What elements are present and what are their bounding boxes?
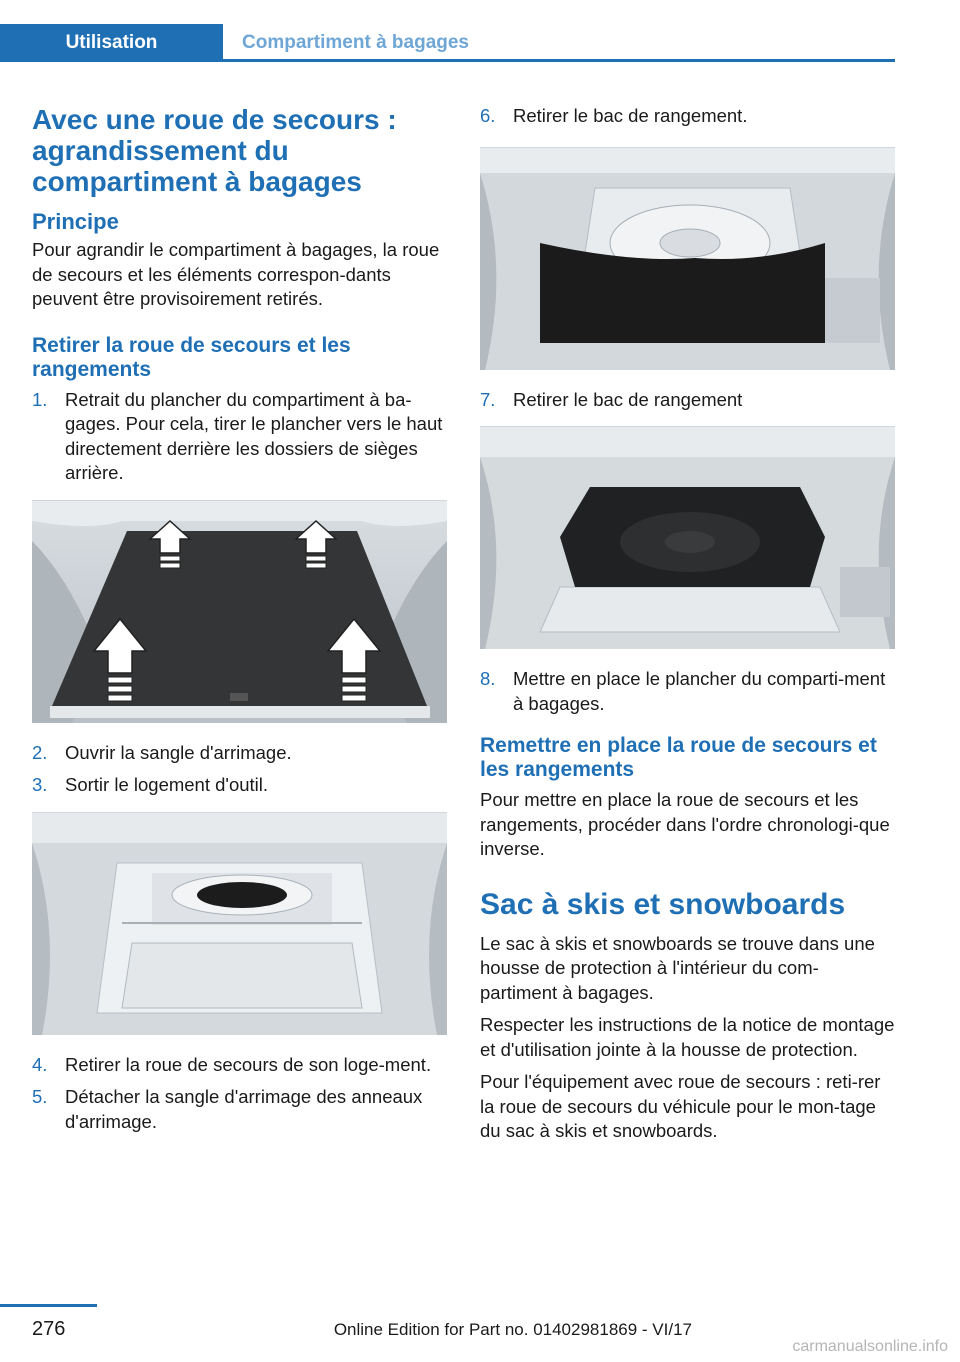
step-6 (480, 104, 895, 129)
step-number: 2. (32, 741, 48, 763)
step-number: 5. (32, 1086, 48, 1107)
figure-tool-tray (32, 812, 447, 1035)
tab-utilisation[interactable]: Utilisation (0, 24, 223, 62)
figure-storage-bin-1 (480, 147, 895, 370)
step-2 (32, 741, 447, 766)
header-tabbar (0, 24, 895, 62)
watermark: carmanualsonline.info (792, 1338, 948, 1355)
step-number: 7. (480, 388, 496, 410)
left-column (32, 104, 447, 1142)
figure-trunk-floor-arrows (32, 500, 447, 723)
edition-text: Online Edition for Part no. 01402981869 - VI/17 (333, 1320, 692, 1339)
right-column (480, 104, 895, 1152)
step-text: Retirer la roue de secours de son loge-ment. (65, 1053, 432, 1075)
step-5 (32, 1085, 447, 1134)
storage-bin-raised-illustration (480, 427, 895, 649)
principle-text: Pour agrandir le compartiment à bagages, la roue de secours et les éléments correspon-dants peuvent être provisoirement retirés. (32, 239, 440, 309)
storage-bin-illustration (480, 148, 895, 370)
ski-bag-heading: Sac à skis et snowboards (480, 887, 846, 921)
step-1 (32, 388, 447, 486)
refit-heading: Remettre en place la roue de secours et les rangements (480, 734, 877, 781)
step-number: 3. (32, 774, 48, 795)
step-number: 6. (480, 105, 496, 126)
ski-bag-text-2: Respecter les instructions de la notice de montage et d'utilisation jointe à la housse de protection. (480, 1014, 895, 1060)
step-text: Retrait du plancher du compartiment à ba-gages. Pour cela, tirer le plancher vers le haut directement derrière les dossiers de sièges arrière. (65, 388, 443, 483)
step-number: 1. (32, 388, 48, 410)
step-text: Ouvrir la sangle d'arrimage. (65, 741, 292, 763)
step-4 (32, 1053, 447, 1078)
step-3 (32, 773, 447, 798)
step-7 (480, 388, 895, 413)
trunk-floor-illustration (32, 501, 447, 723)
remove-heading: Retirer la roue de secours et les rangements (32, 333, 351, 381)
ski-bag-text-3: Pour l'équipement avec roue de secours : reti-rer la roue de secours du véhicule pour le mon-tage du sac à skis et snowboards. (480, 1071, 881, 1141)
step-number: 8. (480, 668, 496, 689)
step-text: Mettre en place le plancher du comparti-ment à bagages. (513, 668, 886, 714)
tab-compartiment-bagages[interactable]: Compartiment à bagages (242, 32, 469, 53)
header-underline (223, 59, 895, 62)
step-text: Sortir le logement d'outil. (65, 774, 269, 795)
step-text: Détacher la sangle d'arrimage des anneaux d'arrimage. (65, 1086, 423, 1132)
step-8 (480, 667, 895, 716)
figure-storage-bin-2 (480, 426, 895, 649)
page-number: 276 (32, 1318, 66, 1340)
step-text: Retirer le bac de rangement. (513, 105, 748, 126)
step-number: 4. (32, 1053, 48, 1075)
principle-heading: Principe (32, 209, 119, 234)
page-title: Avec une roue de secours : agrandissement du compartiment à bagages (32, 104, 397, 197)
refit-text: Pour mettre en place la roue de secours et les rangements, procéder dans l'ordre chronologi-que inverse. (480, 789, 890, 859)
tool-tray-illustration (32, 813, 447, 1035)
footer-line (0, 1304, 97, 1307)
ski-bag-text-1: Le sac à skis et snowboards se trouve dans une housse de protection à l'intérieur du com-partiment à bagages. (480, 932, 875, 1003)
step-text: Retirer le bac de rangement (513, 388, 743, 410)
